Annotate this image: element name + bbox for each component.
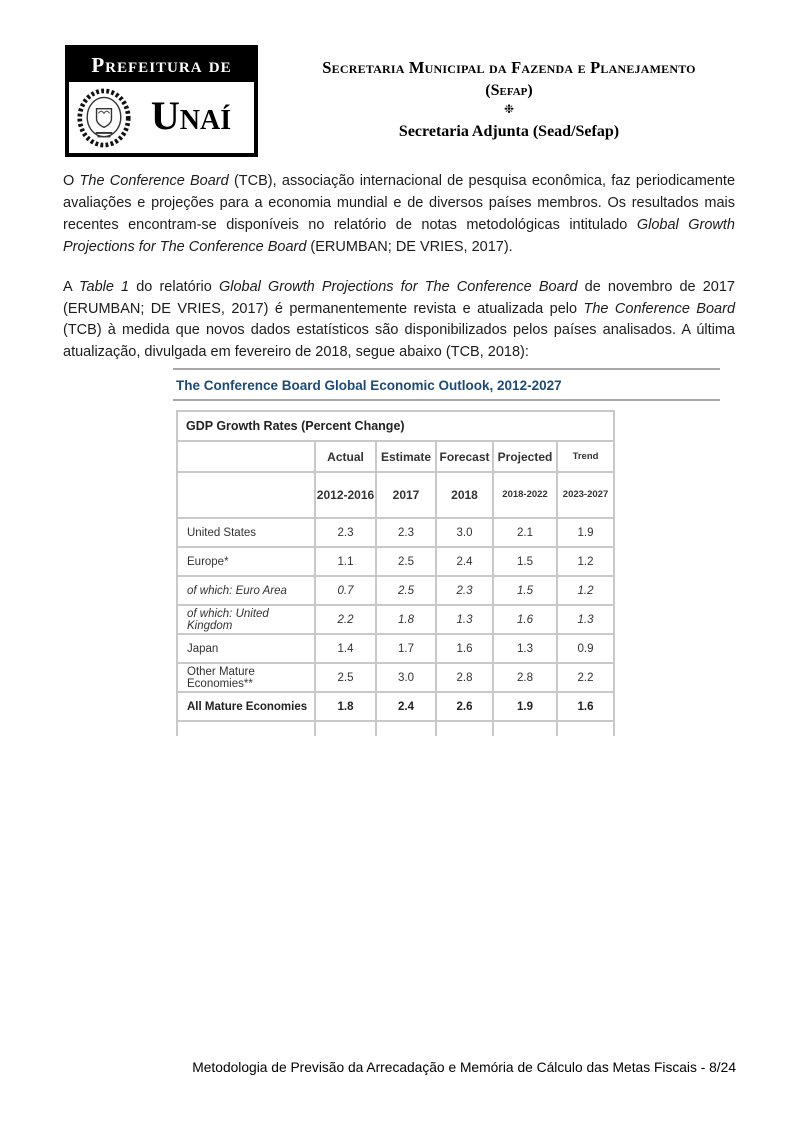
column-groups-row (177, 441, 614, 472)
cell-value: 3.0 (376, 663, 436, 692)
column-group-header: Projected (493, 441, 557, 472)
secretariat-title: Secretaria Municipal da Fazenda e Planejamento (322, 58, 696, 77)
cell-value: 2.5 (376, 547, 436, 576)
cell-value: 1.7 (376, 634, 436, 663)
cell-value: 2.8 (436, 663, 493, 692)
logo-banner-text: Prefeitura de (69, 49, 254, 82)
table-row (177, 518, 614, 547)
cell-value: 2.3 (315, 518, 376, 547)
cell-value: 3.0 (436, 518, 493, 547)
cell-value (376, 721, 436, 736)
text-segment: (ERUMBAN; DE VRIES, 2017). (306, 238, 513, 255)
logo-city-name: Unaí (150, 92, 232, 138)
cell-value: 1.5 (493, 576, 557, 605)
text-segment: (TCB) à medida que novos dados estatísticos são disponibilizados pelos países analisados. A última atualização, divulgada em fevereiro de 2018, segue abaixo (TCB, 2018): (63, 322, 735, 361)
cell-value: 2.8 (493, 663, 557, 692)
text-segment: (TCB), associação internacional de pesquisa econômica, faz periodicamente avaliações e projeções para a economia mundial e de diversos países membros. Os resultados mais recentes encontram-se disponíveis no relatório de notas metodológicas intitulado (63, 173, 736, 233)
column-period-header: 2012-2016 (315, 472, 376, 518)
gdp-table-section (173, 368, 720, 736)
cell-value (557, 721, 614, 736)
text-segment: O (63, 173, 80, 189)
table-row (177, 721, 614, 736)
table-caption: GDP Growth Rates (Percent Change) (177, 411, 614, 441)
cell-value: 2.6 (436, 692, 493, 721)
cell-value: 0.7 (315, 576, 376, 605)
row-label: All Mature Economies (177, 692, 315, 721)
row-label: of which: Euro Area (177, 576, 315, 605)
cell-value: 1.2 (557, 547, 614, 576)
cell-value: 1.3 (493, 634, 557, 663)
column-period-header: 2018-2022 (493, 472, 557, 518)
column-group-header: Actual (315, 441, 376, 472)
text-segment: de novembro de 2017 (ERUMBAN; DE VRIES, 2017) é permanentemente revista e atualizada pelo (63, 278, 735, 317)
table-title: The Conference Board Global Economic Outlook, 2012-2027 (176, 378, 562, 393)
divider (173, 399, 720, 401)
text-segment: Global Growth Projections for The Conference Board (63, 216, 735, 255)
cell-value: 1.5 (493, 547, 557, 576)
cell-value: 2.4 (376, 692, 436, 721)
column-period-header: 2017 (376, 472, 436, 518)
body-text (63, 171, 735, 364)
text-segment: Table 1 (78, 278, 130, 295)
text-segment: Global Growth Projections for The Conference Board (218, 278, 578, 295)
row-label (177, 721, 315, 736)
cell-value (493, 721, 557, 736)
column-period-header: 2023-2027 (557, 472, 614, 518)
cell-value: 1.6 (493, 605, 557, 634)
text-segment: do relatório (129, 278, 219, 295)
cell-value: 2.1 (493, 518, 557, 547)
row-label: Other Mature Economies** (177, 663, 315, 692)
cell-value (315, 721, 376, 736)
cell-value: 1.4 (315, 634, 376, 663)
table-clip (176, 410, 720, 736)
column-periods-row (177, 472, 614, 518)
logo-lower (69, 82, 254, 153)
cell-value: 0.9 (557, 634, 614, 663)
adjunct-secretariat-title: Secretaria Adjunta (Sead/Sefap) (398, 123, 620, 140)
secretariat-acronym: (Sefap) (485, 82, 533, 99)
row-label: of which: United Kingdom (177, 605, 315, 634)
table-row (177, 634, 614, 663)
cell-value: 1.6 (436, 634, 493, 663)
row-label: Europe* (177, 547, 315, 576)
cell-value: 2.5 (376, 576, 436, 605)
cell-value: 2.5 (315, 663, 376, 692)
text-segment: The Conference Board (583, 300, 736, 317)
cell-value (436, 721, 493, 736)
cell-value: 1.2 (557, 576, 614, 605)
cell-value: 2.3 (376, 518, 436, 547)
column-group-header: Estimate (376, 441, 436, 472)
corner-cell (177, 441, 315, 472)
table-row (177, 663, 614, 692)
table-body (177, 518, 614, 736)
cell-value: 1.3 (436, 605, 493, 634)
corner-cell (177, 472, 315, 518)
cell-value: 1.8 (315, 692, 376, 721)
cell-value: 1.1 (315, 547, 376, 576)
row-label: United States (177, 518, 315, 547)
cell-value: 1.8 (376, 605, 436, 634)
paragraph-2 (63, 277, 735, 365)
prefeitura-unai-logo (65, 45, 258, 157)
header-titles (278, 58, 740, 141)
cell-value: 2.2 (315, 605, 376, 634)
cell-value: 2.4 (436, 547, 493, 576)
cell-value: 1.9 (557, 518, 614, 547)
cell-value: 1.9 (493, 692, 557, 721)
table-row (177, 576, 614, 605)
unai-coat-of-arms-icon (76, 86, 132, 150)
row-label: Japan (177, 634, 315, 663)
table-caption-row (177, 411, 614, 441)
table-row (177, 692, 614, 721)
text-segment: A (63, 278, 79, 295)
page-footer: Metodologia de Previsão da Arrecadação e Memória de Cálculo das Metas Fiscais - 8/24 (192, 1060, 736, 1075)
paragraph-1 (63, 171, 735, 259)
table-row (177, 547, 614, 576)
divider (173, 368, 720, 370)
table-row (177, 605, 614, 634)
gdp-growth-table (176, 410, 615, 736)
cell-value: 2.3 (436, 576, 493, 605)
cell-value: 2.2 (557, 663, 614, 692)
cell-value: 1.6 (557, 692, 614, 721)
ornament-asterisk-icon: ❉ (503, 102, 515, 116)
column-period-header: 2018 (436, 472, 493, 518)
column-group-header: Forecast (436, 441, 493, 472)
column-group-header: Trend (557, 441, 614, 472)
cell-value: 1.3 (557, 605, 614, 634)
text-segment: The Conference Board (79, 173, 229, 189)
